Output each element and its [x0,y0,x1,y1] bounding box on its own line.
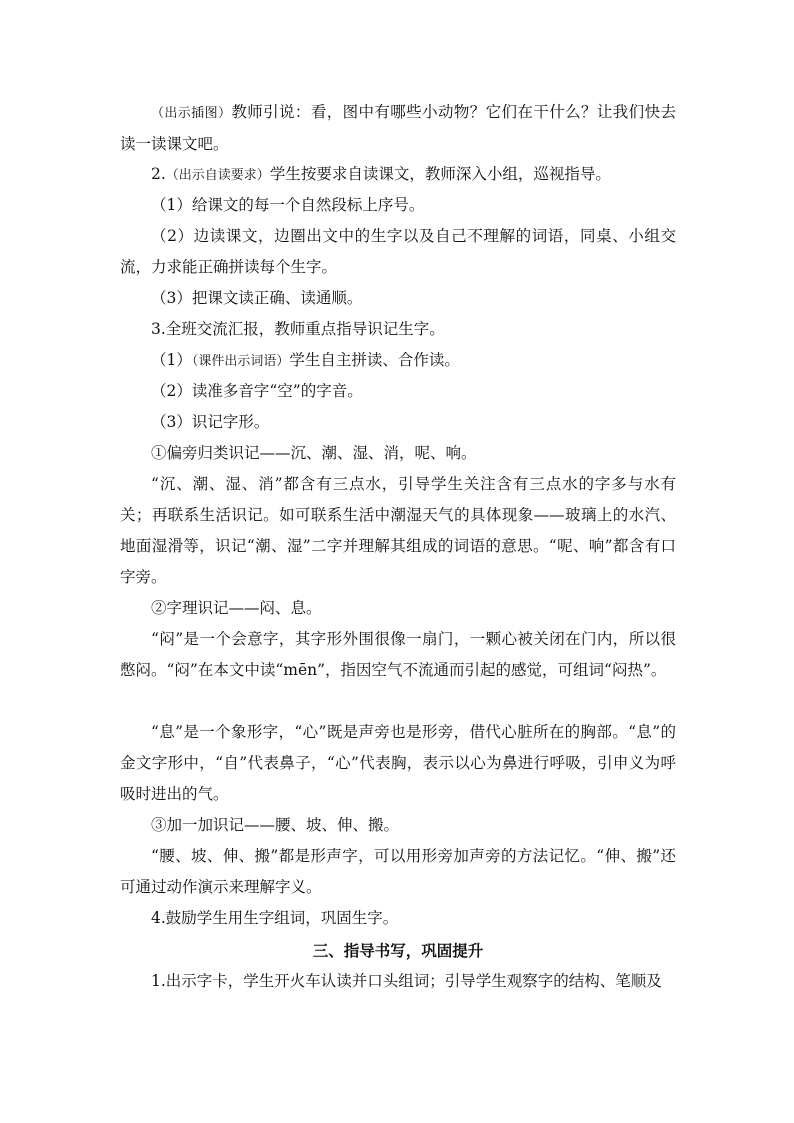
paragraph-16: “腰、坡、伸、搬”都是形声字，可以用形旁加声旁的方法记忆。“伸、搬”还可通过动作演示来理解字义。 [120,847,676,896]
paragraph-15: ③加一加识记——腰、坡、伸、搬。 [151,816,400,834]
paragraph-2-num: 2. [151,165,166,183]
paragraph-12: ②字理识记——闷、息。 [151,599,322,617]
paragraph-11: “沉、潮、湿、消”都含有三点水，引导学生关注含有三点水的字多与水有关；再联系生活识记。如可联系生活中潮湿天气的具体现象——玻璃上的水汽、地面湿滑等，识记“潮、湿”二字并理解其组成的词语的意思。“呢、响”都含有口字旁。 [120,475,676,586]
paragraph-6: 3.全班交流汇报，教师重点指导识记生字。 [151,320,445,338]
paragraph-13: “闷”是一个会意字，其字形外围很像一扇门，一颗心被关闭在门内，所以很憋闷。“闷”在本文中读“mēn”，指因空气不流通而引起的感觉，可组词“闷热”。 [120,630,676,679]
paragraph-2-text: 学生按要求自读课文，教师深入小组，巡视指导。 [269,165,611,183]
paragraph-1 [120,97,676,160]
paragraph-1-lead: （出示插图） [151,106,232,121]
paragraph-17: 4.鼓励学生用生字组词，巩固生字。 [151,909,399,927]
paragraph-4: （2）边读课文，边圈出文中的生字以及自己不理解的词语，同桌、小组交流，力求能正确拼读每个生字。 [120,227,676,276]
paragraph-final: 1.出示字卡，学生开火车认读并口头组词；引导学生观察字的结构、笔顺及 [151,972,662,990]
paragraph-7-num: （1） [151,351,192,369]
paragraph-14: “息”是一个象形字，“心”既是声旁也是形旁，借代心脏所在的胸部。“息”的金文字形中，“自”代表鼻子，“心”代表胸，表示以心为鼻进行呼吸，引申义为呼吸时进出的气。 [120,723,676,803]
paragraph-5: （3）把课文读正确、读通顺。 [151,289,363,307]
paragraph-2 [120,159,676,191]
paragraph-8: （2）读准多音字“空”的字音。 [151,382,363,400]
paragraph-10: ①偏旁归类识记——沉、潮、湿、消，呢、响。 [151,444,477,462]
paragraph-7-text: 学生自主拼读、合作读。 [289,351,460,369]
paragraph-1-text: 教师引说：看，图中有哪些小动物？它们在干什么？让我们快去读一读课文吧。 [120,103,676,153]
paragraph-7-lead: （课件出示词语） [191,354,290,369]
section-heading: 三、指导书写，巩固提升 [312,941,484,960]
paragraph-3: （1）给课文的每一个自然段标上序号。 [151,196,425,214]
paragraph-9: （3）识记字形。 [151,413,270,431]
paragraph-2-lead: （出示自读要求） [165,168,270,183]
paragraph-7 [120,345,676,377]
